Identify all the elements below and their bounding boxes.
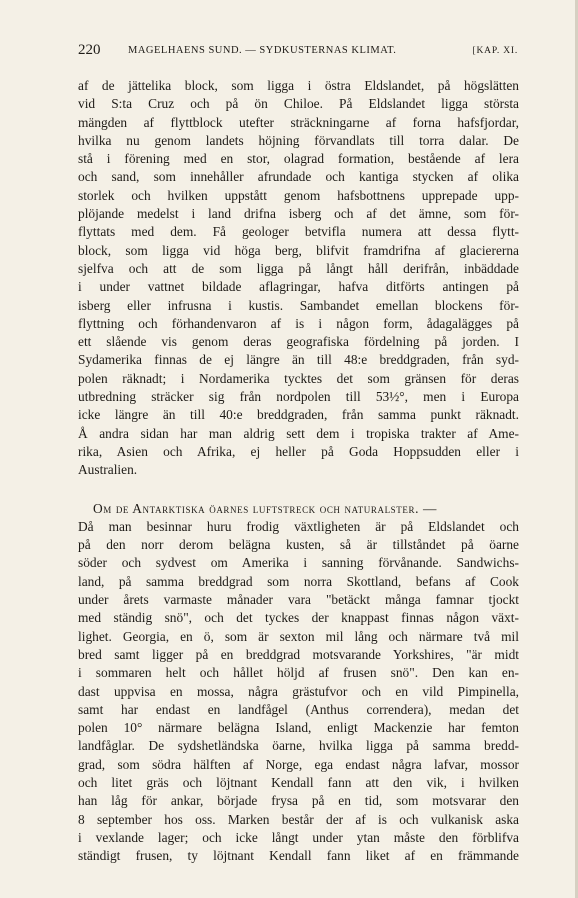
- section-heading: [78, 500, 519, 518]
- text-line: med ständig snö", och det tyckes der knappast finnas någon växt-: [78, 610, 519, 626]
- text-line: i under vattnet bildade aflagringar, hafva ditförts antingen på: [78, 279, 519, 295]
- text-line: ständigt frusen, ty löjtnant Kendall fann liket af en främmande: [78, 848, 519, 864]
- text-line: Då man besinnar huru frodig växtligheten är på Eldslandet och: [78, 518, 519, 534]
- text-line: Australien.: [78, 462, 138, 478]
- text-line: 8 september hos oss. Marken består der af is och vulkanisk aska: [78, 811, 519, 827]
- text-line: mängden af flyttblock utefter sträckningarne af forna hafsfjordar,: [78, 114, 519, 130]
- text-line: af de jättelika block, som ligga i östra Eldslandet, på högslätten: [78, 78, 519, 93]
- text-line: Å andra sidan har man aldrig sett dem i tropiska trakter af Ame-: [78, 425, 519, 441]
- text-line: dast uppvisa en mossa, några grästufvor och en vild Pimpinella,: [78, 683, 519, 699]
- text-line: han låg för ankar, började frysa på en tid, som motsvarar den: [78, 793, 519, 809]
- text-line: landfåglar. De sydshetländska öarne, hvilka ligga på samma bredd-: [78, 738, 519, 754]
- chapter-label: [KAP. XI.: [472, 46, 518, 56]
- paragraph-gap: [78, 480, 519, 500]
- text-line: storlek och hvilken uppstått genom hafsbottnens upprepade upp-: [78, 187, 519, 203]
- page-header: [78, 42, 518, 62]
- text-line: söder och sydvest om Amerika i sanning förvånande. Sandwichs-: [78, 555, 519, 571]
- text-line: sjelfva och att de som ligga på långt håll derifrån, inbäddade: [78, 260, 519, 276]
- text-line: Sydamerika finnas de ej längre än till 48:e breddgraden, från syd-: [78, 352, 519, 368]
- text-line: icke längre än till 40:e breddgraden, från samma punkt räknadt.: [78, 407, 519, 423]
- page-number: 220: [78, 42, 101, 58]
- text-line: hvilka nu genom landets höjning förvandlats till torra dalar. De: [78, 132, 519, 148]
- text-line: utbredning sträcker sig från nordpolen till 53½°, men i Europa: [78, 389, 519, 405]
- text-line: vid S:ta Cruz och på ön Chiloe. På Eldslandet ligga största: [78, 96, 519, 112]
- text-line: flyttats med dem. Få geologer betvifla numera att dessa flytt-: [78, 224, 519, 240]
- text-line: flyttning och förhandenvaron af is i någon form, ådagalägges på: [78, 315, 519, 331]
- text-line: block, som ligga vid höga berg, blifvit framdrifna af glaciererna: [78, 242, 519, 258]
- paragraph-2: [78, 500, 519, 866]
- section-heading-text: Om de Antarktiska öarnes luftstreck och naturalster. —: [93, 500, 437, 516]
- text-line: rika, Asien och Afrika, ej heller på Goda Hoppsudden eller i: [78, 443, 519, 459]
- text-line: stå i förening med en stor, olagrad formation, bestående af lera: [78, 151, 519, 167]
- text-line: grad, som södra hälften af Norge, ega endast några lafvar, mossor: [78, 756, 519, 772]
- text-line: på den norr derom belägna kusten, så är tillståndet på öarne: [78, 537, 519, 553]
- paragraph-1: [78, 77, 519, 480]
- text-line: bred samt ligger på en breddgrad motsvarande Yorkshires, "är midt: [78, 646, 519, 662]
- text-line: och sand, som innehåller afrundade och kantiga stycken af olika: [78, 169, 519, 185]
- text-line: polen 10° närmare belägna Island, enligt Mackenzie har femton: [78, 720, 519, 736]
- text-line: samt har endast en landfågel (Anthus correndera), medan det: [78, 701, 519, 717]
- text-line: i sommaren helt och hållet höljd af frusen snö". Den kan en-: [78, 665, 519, 681]
- text-line: under årets varmaste månader vara "betäckt många famnar tjockt: [78, 592, 519, 608]
- text-line: isberg eller infrusna i kustis. Sambandet emellan blockens för-: [78, 297, 519, 313]
- text-line: polen räknadt; i Nordamerika tycktes det som gränsen för deras: [78, 370, 519, 386]
- text-line: ett slående vis genom deras geografiska fördelning på jorden. I: [78, 334, 519, 350]
- text-line: land, på samma breddgrad som norra Skottland, befans af Cook: [78, 573, 519, 589]
- text-line: i vexlande lager; och icke långt under ytan måste den förblifva: [78, 829, 519, 845]
- text-line: plöjande medelst i land drifna isberg och af det ämne, som för-: [78, 206, 519, 222]
- text-line: lighet. Georgia, en ö, som är sexton mil lång och närmare två mil: [78, 628, 519, 644]
- text-line: och litet gräs och löjtnant Kendall fann att den vik, i hvilken: [78, 774, 519, 790]
- page-body: [78, 77, 519, 865]
- running-title: MAGELHAENS SUND. — SYDKUSTERNAS KLIMAT.: [128, 45, 397, 56]
